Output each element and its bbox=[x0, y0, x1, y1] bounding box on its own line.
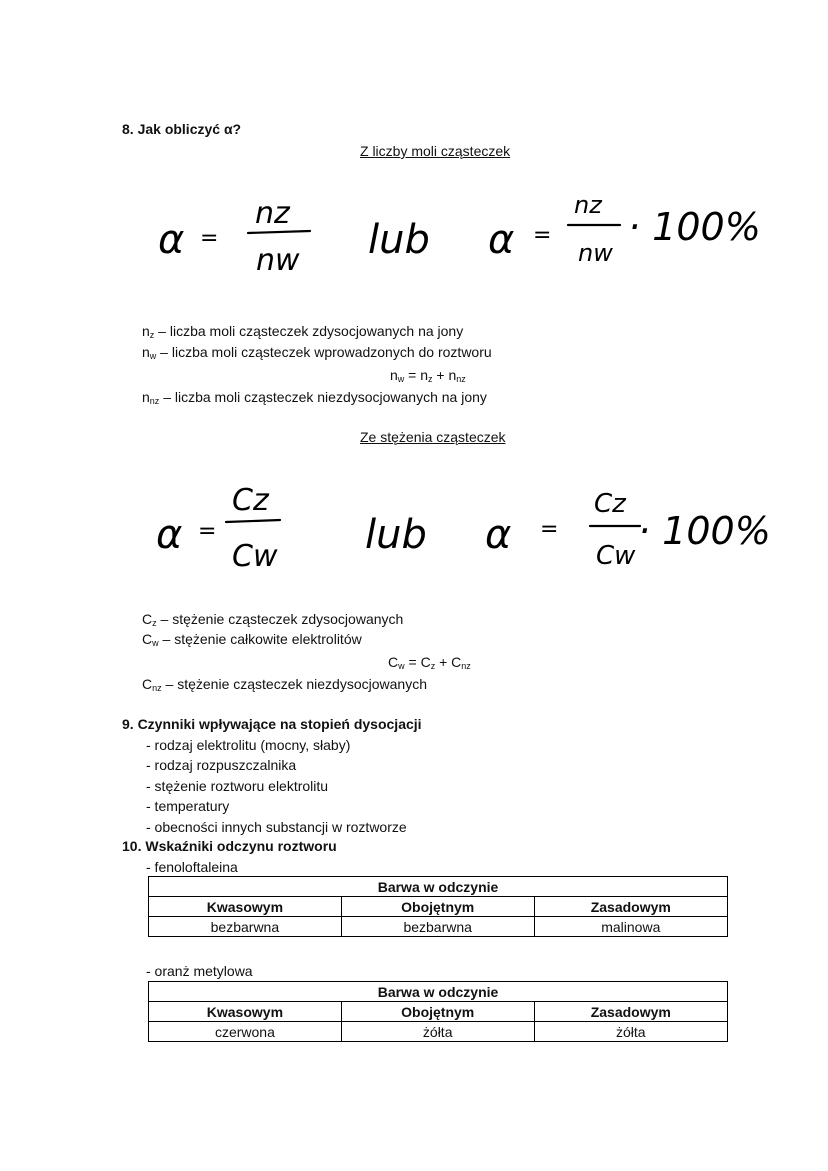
q9-item: - obecności innych substancji w roztworze bbox=[146, 819, 407, 835]
formula1-denominator: nw bbox=[256, 243, 300, 278]
table-cell: malinowa bbox=[534, 917, 727, 937]
def-nnz: $n_{nz}$ – liczba moli cząsteczek niezdysocjowanych na jony bbox=[142, 389, 487, 406]
q10-heading: 10. Wskaźniki odczynu roztworu bbox=[122, 838, 337, 854]
formula2-numerator: Cz bbox=[232, 483, 269, 518]
table-cell: czerwona bbox=[149, 1022, 342, 1042]
indicator-label-methyl-orange: - oranż metylowa bbox=[146, 963, 253, 979]
def-nw: $n_w$ – liczba moli cząsteczek wprowadzonych do roztworu bbox=[142, 344, 492, 361]
table-cell: żółta bbox=[341, 1022, 534, 1042]
q9-item: - rodzaj rozpuszczalnika bbox=[146, 757, 297, 773]
formula2-alpha: α bbox=[156, 512, 183, 558]
q9-item: - rodzaj elektrolitu (mocny, słaby) bbox=[146, 737, 351, 753]
table-phenolphthalein bbox=[148, 876, 728, 937]
formula1-denominator-2: nw bbox=[578, 239, 613, 267]
formula2-eq: = bbox=[198, 519, 217, 544]
column-header: Kwasowym bbox=[149, 897, 342, 917]
formula1-lub: lub bbox=[368, 217, 430, 263]
formula2-alpha-2: α bbox=[485, 512, 512, 558]
formula1-numerator-2: nz bbox=[574, 191, 602, 219]
indicator-label-phenolphthalein: - fenoloftaleina bbox=[146, 859, 238, 875]
formula1-eq: = bbox=[200, 226, 219, 251]
table-methyl-orange bbox=[148, 981, 728, 1042]
q9-heading: 9. Czynniki wpływające na stopień dysocjacji bbox=[122, 716, 422, 732]
q8-subheading-moles: Z liczby moli cząsteczek bbox=[360, 143, 511, 159]
formula2-percent: · 100% bbox=[638, 509, 771, 553]
formula2-eq-2: = bbox=[540, 517, 559, 542]
formula2-lub: lub bbox=[365, 512, 427, 558]
def-cz: $C_z$ – stężenie cząsteczek zdysocjowanych bbox=[142, 611, 404, 628]
column-header: Obojętnym bbox=[341, 1002, 534, 1022]
def-cnz: $C_{nz}$ – stężenie cząsteczek niezdysocjowanych bbox=[142, 676, 427, 693]
formula2-denominator-2: Cw bbox=[596, 541, 636, 571]
column-header: Obojętnym bbox=[341, 897, 534, 917]
formula1-alpha: α bbox=[158, 217, 185, 263]
def-nz: $n_z$ – liczba moli cząsteczek zdysocjowanych na jony bbox=[142, 323, 464, 340]
handwritten-formula-moles bbox=[150, 185, 770, 280]
table-header: Barwa w odczynie bbox=[149, 877, 728, 897]
q8-subheading-concentration: Ze stężenia cząsteczek bbox=[360, 429, 506, 445]
def-cw: $C_w$ – stężenie całkowite elektrolitów bbox=[142, 631, 362, 648]
column-header: Zasadowym bbox=[534, 897, 727, 917]
equation-moles: $n_w = n_z + n_{nz}$ bbox=[390, 367, 466, 384]
formula2-numerator-2: Cz bbox=[594, 489, 626, 519]
column-header: Zasadowym bbox=[534, 1002, 727, 1022]
formula1-eq-2: = bbox=[533, 223, 552, 248]
table-header: Barwa w odczynie bbox=[149, 982, 728, 1002]
column-header: Kwasowym bbox=[149, 1002, 342, 1022]
table-cell: bezbarwna bbox=[341, 917, 534, 937]
q9-item: - temperatury bbox=[146, 798, 230, 814]
formula1-alpha-2: α bbox=[488, 217, 515, 263]
table-cell: żółta bbox=[534, 1022, 727, 1042]
q9-item: - stężenie roztworu elektrolitu bbox=[146, 778, 329, 794]
handwritten-formula-concentration bbox=[150, 470, 770, 580]
formula1-numerator: nz bbox=[255, 196, 290, 231]
q8-heading: 8. Jak obliczyć α? bbox=[122, 121, 242, 137]
formula2-denominator: Cw bbox=[232, 539, 278, 574]
formula1-percent: · 100% bbox=[628, 205, 761, 249]
table-cell: bezbarwna bbox=[149, 917, 342, 937]
equation-concentration: $C_w = C_z + C_{nz}$ bbox=[388, 654, 471, 671]
